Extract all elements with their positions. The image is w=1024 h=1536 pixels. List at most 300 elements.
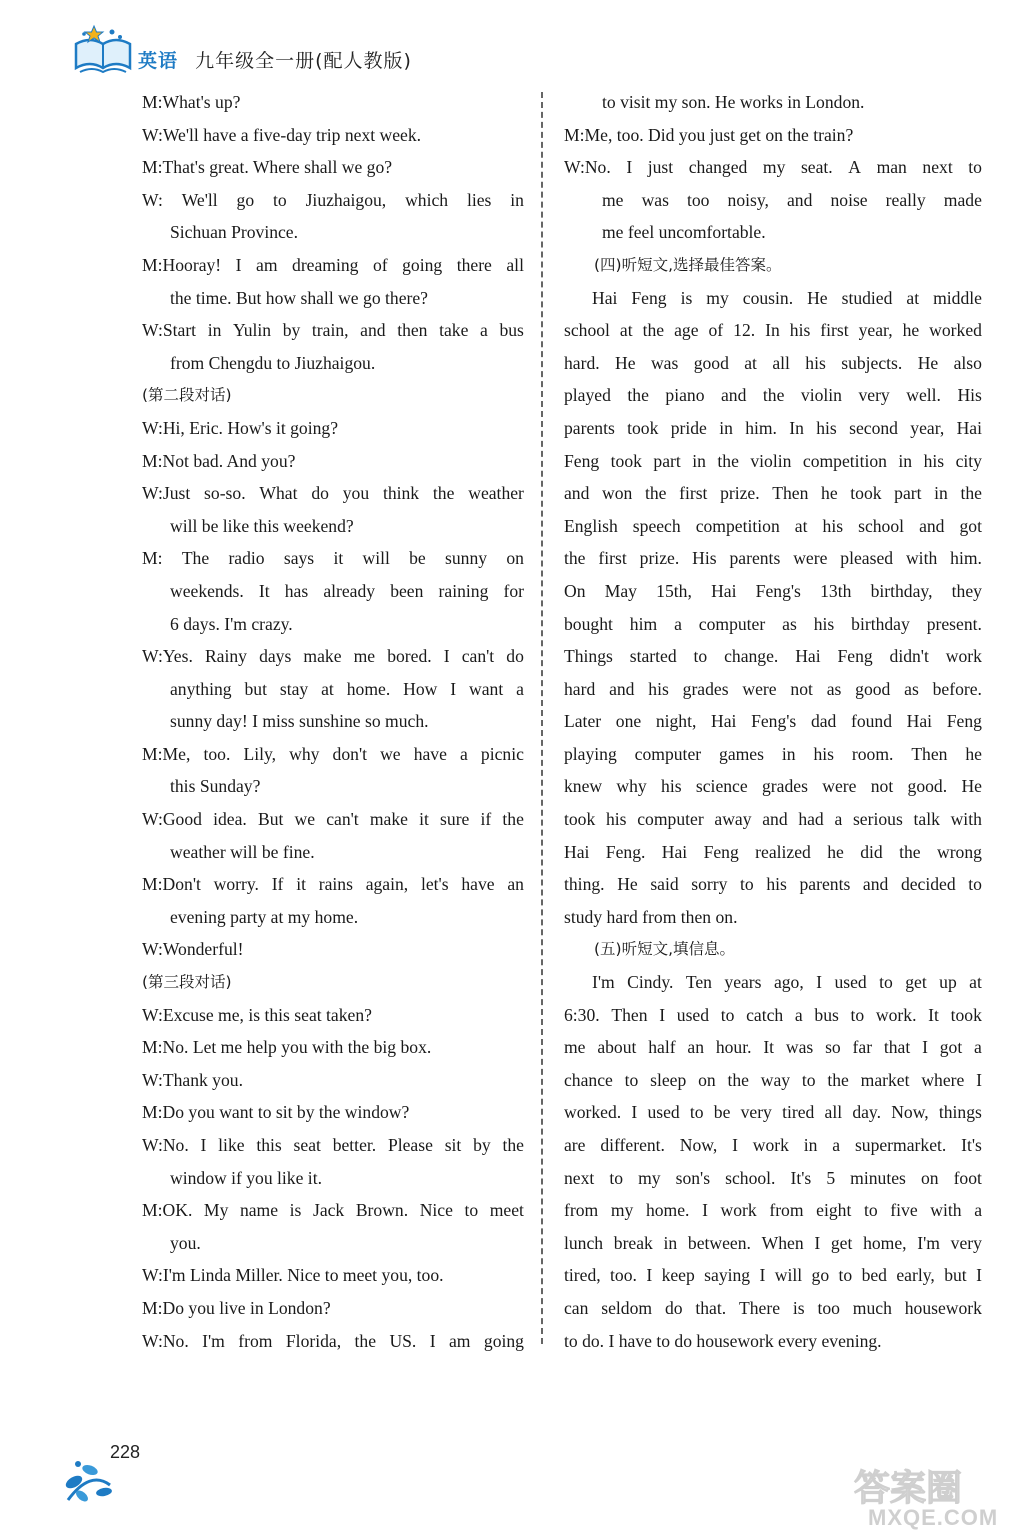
word: all <box>772 352 790 373</box>
text-line <box>564 836 982 869</box>
word: a <box>834 809 843 830</box>
text-line <box>142 868 524 901</box>
word: is <box>289 1200 302 1221</box>
word: 5 <box>826 1167 836 1188</box>
word: bored. <box>387 646 432 667</box>
word: evening party at my home. <box>170 906 359 927</box>
word: subjects. <box>841 352 903 373</box>
open-book-logo-icon <box>72 24 134 76</box>
word: to <box>968 157 982 178</box>
word: school <box>564 320 610 341</box>
word: W:Wonderful! <box>142 939 244 960</box>
word: worked. <box>564 1102 622 1123</box>
word: that <box>883 1037 911 1058</box>
text-line <box>564 738 982 771</box>
word: the <box>827 1069 849 1090</box>
word: really <box>885 189 926 210</box>
word: said <box>650 874 679 895</box>
word: why <box>289 743 320 764</box>
text-line <box>142 770 524 803</box>
word: I <box>626 157 633 178</box>
word: Hai <box>711 711 737 732</box>
word: all <box>506 254 524 275</box>
word: sunny <box>445 548 488 569</box>
word: also <box>953 352 982 373</box>
word: day. <box>852 1102 881 1123</box>
word: He <box>917 352 939 373</box>
word: to <box>720 1004 735 1025</box>
word: much <box>852 1297 892 1318</box>
word: M: <box>142 548 163 569</box>
word: We'll <box>181 189 218 210</box>
word: first <box>679 483 708 504</box>
word: used <box>676 1004 710 1025</box>
word: Hai <box>795 646 821 667</box>
word: not <box>790 678 813 699</box>
word: as <box>782 613 797 634</box>
word: pride <box>670 417 707 438</box>
word: thing. <box>564 874 605 895</box>
text-line <box>142 1162 524 1195</box>
word: room. <box>851 743 894 764</box>
word: He <box>615 352 636 373</box>
word: weather will be fine. <box>170 841 315 862</box>
text-line <box>564 184 982 217</box>
word: just <box>647 157 674 178</box>
word: a <box>516 678 524 699</box>
word: talk <box>913 809 940 830</box>
word: at <box>744 352 757 373</box>
word: and <box>564 483 590 504</box>
word: I'm <box>917 1232 940 1253</box>
word: In <box>789 417 804 438</box>
word: saying <box>704 1265 751 1286</box>
word: to <box>693 646 708 667</box>
word: parents <box>729 548 781 569</box>
word: 6 days. I'm crazy. <box>170 613 293 634</box>
text-line <box>564 314 982 347</box>
word: in <box>207 320 222 341</box>
watermark-site: MXQE.COM <box>868 1505 999 1530</box>
word: part <box>653 450 681 471</box>
word: there <box>456 254 492 275</box>
word: years <box>724 972 762 993</box>
word: worry. <box>213 874 259 895</box>
word: serious <box>852 809 903 830</box>
word: W:Start <box>142 320 197 341</box>
word: his <box>789 320 811 341</box>
word: in <box>898 450 913 471</box>
word: (五)听短文,填信息。 <box>594 940 736 959</box>
word: M:Don't <box>142 874 201 895</box>
word: from <box>564 1200 599 1221</box>
word: hard. <box>564 352 600 373</box>
word: seat <box>293 1135 321 1155</box>
word: Feng <box>946 711 982 732</box>
word: a <box>832 1135 841 1155</box>
word: foot <box>953 1167 982 1188</box>
word: study hard from then on. <box>564 906 738 927</box>
word: weekends. <box>170 580 244 601</box>
word: used <box>647 1102 680 1123</box>
text-line <box>564 542 982 575</box>
word: speech <box>632 515 681 536</box>
word: to <box>689 1102 704 1123</box>
word: His <box>692 548 717 569</box>
word: to <box>863 1200 878 1221</box>
word: played <box>564 385 611 406</box>
text-line <box>564 1227 982 1260</box>
word: is <box>680 287 693 308</box>
word: for <box>503 580 524 601</box>
word: catch <box>746 1004 784 1025</box>
word: I <box>732 1135 738 1155</box>
word: his <box>816 417 837 438</box>
word: It's <box>790 1167 812 1188</box>
word: will <box>362 548 390 569</box>
word: Then <box>772 483 809 504</box>
word: he <box>821 483 838 504</box>
text-line <box>142 249 524 282</box>
word: W:Excuse me, is this seat taken? <box>142 1004 372 1025</box>
word: night, <box>655 711 697 732</box>
word: him. <box>745 417 777 438</box>
text-line <box>564 1194 982 1227</box>
word: W:No. <box>142 1135 189 1155</box>
text-line <box>564 1031 982 1064</box>
text-line <box>564 1162 982 1195</box>
word: May <box>604 580 637 601</box>
word: market <box>860 1069 910 1090</box>
word: I <box>976 1069 982 1090</box>
text-line <box>564 673 982 706</box>
word: very <box>858 385 890 406</box>
text-line <box>564 770 982 803</box>
word: been <box>390 580 424 601</box>
word: keep <box>661 1265 695 1286</box>
text-line <box>142 673 524 706</box>
word: did <box>860 841 883 862</box>
word: present. <box>926 613 982 634</box>
word: if <box>480 809 492 830</box>
word: It <box>928 1004 939 1025</box>
word: I'm <box>592 972 615 993</box>
word: his <box>822 515 844 536</box>
word: His <box>957 385 982 406</box>
word: Florida, <box>285 1330 342 1351</box>
text-line <box>564 347 982 380</box>
text-line <box>142 314 524 347</box>
word: ago, <box>773 972 804 993</box>
word: so <box>825 1037 841 1058</box>
word: was <box>641 189 669 210</box>
word: Hai <box>711 580 737 601</box>
word: Hai <box>592 287 618 308</box>
word: me feel uncomfortable. <box>602 222 766 243</box>
word: tired, <box>564 1265 601 1286</box>
word: If <box>271 874 284 895</box>
word: the <box>502 809 524 830</box>
word: violin <box>800 385 842 406</box>
word: about <box>597 1037 637 1058</box>
word: next <box>564 1167 595 1188</box>
word: pleased <box>840 548 894 569</box>
word: are <box>564 1135 586 1155</box>
word: Hai <box>661 841 688 862</box>
word: M:Me, <box>142 743 191 764</box>
word: raining <box>438 580 489 601</box>
word: got <box>959 515 982 536</box>
word: window if you like it. <box>170 1167 322 1188</box>
word: man <box>876 157 907 178</box>
word: W:Just <box>142 483 191 504</box>
word: too. <box>203 743 231 764</box>
word: noise <box>830 189 868 210</box>
word: on <box>698 1069 716 1090</box>
word: knew <box>564 776 603 797</box>
word: rains <box>318 874 353 895</box>
word: birthday, <box>870 580 933 601</box>
word: and <box>919 515 945 536</box>
word: violin <box>750 450 792 471</box>
word: already <box>323 580 376 601</box>
word: a <box>794 1004 803 1025</box>
word: stay <box>279 678 309 699</box>
word: second <box>849 417 898 438</box>
word: part <box>894 483 922 504</box>
word: Sichuan Province. <box>170 222 299 243</box>
word: train, <box>311 320 349 341</box>
text-line <box>564 249 982 282</box>
word: grades <box>682 678 729 699</box>
word: my <box>706 287 729 308</box>
word: weather <box>468 483 524 504</box>
text-line <box>142 282 524 315</box>
word: Later <box>564 711 602 732</box>
word: 15th, <box>656 580 692 601</box>
word: Hai <box>564 841 590 862</box>
text-line <box>142 542 524 575</box>
word: minutes <box>850 1167 906 1188</box>
word: am <box>256 254 278 275</box>
word: found <box>850 711 893 732</box>
word: Feng. <box>605 841 646 862</box>
word: hard <box>564 678 596 699</box>
word: started <box>629 646 677 667</box>
word: good. <box>907 776 948 797</box>
subject-label: 英语 <box>138 50 179 72</box>
word: bus <box>814 1004 839 1025</box>
word: you. <box>170 1232 201 1253</box>
word: to visit my son. He works in London. <box>602 92 865 112</box>
watermark-glyphs: 答案圈 <box>854 1468 963 1509</box>
word: Lily, <box>243 743 277 764</box>
text-line <box>142 119 524 152</box>
word: his <box>648 678 669 699</box>
word: like <box>218 1135 245 1155</box>
word: as <box>904 678 919 699</box>
word: of <box>372 254 388 275</box>
word: competition <box>695 515 780 536</box>
word: and <box>360 320 386 341</box>
text-line <box>142 575 524 608</box>
word: a <box>974 1200 982 1221</box>
word: too. <box>610 1265 637 1286</box>
word: where <box>921 1069 965 1090</box>
word: cousin. <box>742 287 794 308</box>
word: going <box>483 1330 524 1351</box>
word: break <box>613 1232 653 1253</box>
word: 13th <box>820 580 852 601</box>
word: I <box>816 972 823 993</box>
word: Yulin <box>232 320 272 341</box>
word: they <box>951 580 982 601</box>
word: lies <box>466 189 492 210</box>
text-line <box>564 151 982 184</box>
word: I <box>429 1330 436 1351</box>
word: is <box>792 1297 805 1318</box>
word: When <box>761 1232 804 1253</box>
word: computer <box>698 613 766 634</box>
word: It <box>763 1037 775 1058</box>
word: Feng <box>837 646 873 667</box>
word: English <box>564 515 618 536</box>
word: this Sunday? <box>170 776 261 797</box>
word: city <box>955 450 982 471</box>
word: to <box>838 1265 853 1286</box>
text-line <box>142 901 524 934</box>
header-title-block <box>138 46 412 73</box>
word: the <box>899 841 921 862</box>
word: got <box>939 1037 963 1058</box>
word: I <box>759 1265 766 1286</box>
word: used <box>834 972 867 993</box>
word: be <box>409 548 426 569</box>
word: school <box>858 515 905 536</box>
text-line <box>564 1325 982 1358</box>
word: work <box>752 1135 789 1155</box>
text-line <box>564 575 982 608</box>
word: tired <box>782 1102 815 1123</box>
word: W:Thank you. <box>142 1069 243 1090</box>
word: bought <box>564 613 613 634</box>
word: it <box>296 874 306 895</box>
word: It <box>258 580 270 601</box>
word: the <box>354 1330 377 1351</box>
word: Hai <box>906 711 933 732</box>
word: The <box>181 548 210 569</box>
word: get <box>905 972 927 993</box>
word: the <box>502 1135 524 1155</box>
word: eight <box>816 1200 852 1221</box>
left-column <box>142 86 524 1357</box>
word: competition <box>802 450 887 471</box>
page-header <box>72 24 432 80</box>
word: sunny day! I miss sunshine so much. <box>170 711 429 732</box>
word: computer <box>637 809 704 830</box>
text-line <box>564 445 982 478</box>
word: at <box>321 678 334 699</box>
word: He <box>617 874 638 895</box>
word: supermarket. <box>854 1135 947 1155</box>
text-line <box>142 1325 524 1358</box>
word: But <box>257 809 284 830</box>
text-line <box>142 216 524 249</box>
word: not <box>870 776 894 797</box>
word: let's <box>420 874 449 895</box>
word: this <box>256 1135 282 1155</box>
word: A <box>848 157 861 178</box>
word: I <box>235 254 242 275</box>
word: he <box>902 320 920 341</box>
word: things <box>938 1102 982 1123</box>
word: M:Not bad. And you? <box>142 450 296 471</box>
word: housework <box>904 1297 982 1318</box>
text-line <box>564 868 982 901</box>
word: radio <box>228 548 265 569</box>
word: with <box>930 1200 962 1221</box>
word: the <box>432 483 455 504</box>
word: bus <box>499 320 524 341</box>
word: in <box>510 189 524 210</box>
word: too <box>687 189 710 210</box>
word: birthday <box>851 613 910 634</box>
word: didn't <box>889 646 929 667</box>
word: and <box>721 385 747 406</box>
word: W:No. <box>564 157 611 178</box>
word: next <box>922 157 953 178</box>
word: idea. <box>213 809 247 830</box>
word: days <box>259 646 292 667</box>
text-line <box>142 1259 524 1292</box>
word: the <box>960 483 982 504</box>
word: with <box>905 548 938 569</box>
word: do <box>664 1297 683 1318</box>
text-line <box>142 347 524 380</box>
word: M:Do you want to sit by the window? <box>142 1102 410 1123</box>
text-line <box>142 1064 524 1097</box>
word: work <box>945 646 982 667</box>
word: we <box>294 809 316 830</box>
text-line <box>564 1096 982 1129</box>
word: M:Do you live in London? <box>142 1297 331 1318</box>
word: can't <box>326 809 359 830</box>
right-column <box>564 86 982 1357</box>
word: my <box>638 1167 661 1188</box>
word: then <box>397 320 428 341</box>
text-line <box>142 1227 524 1260</box>
word: have <box>413 743 447 764</box>
word: want <box>469 678 504 699</box>
word: why <box>616 776 647 797</box>
word: again, <box>365 874 409 895</box>
word: He <box>961 776 982 797</box>
word: M:OK. <box>142 1200 193 1221</box>
word: in <box>803 1135 818 1155</box>
text-line <box>564 803 982 836</box>
word: go <box>811 1265 830 1286</box>
word: he <box>965 743 982 764</box>
word: in <box>663 1232 678 1253</box>
word: up <box>939 972 957 993</box>
word: dreaming <box>292 254 359 275</box>
word: a <box>974 1037 982 1058</box>
text-line <box>142 477 524 510</box>
word: at <box>619 320 633 341</box>
text-line <box>564 86 982 119</box>
word: at <box>794 515 808 536</box>
word: middle <box>933 287 982 308</box>
